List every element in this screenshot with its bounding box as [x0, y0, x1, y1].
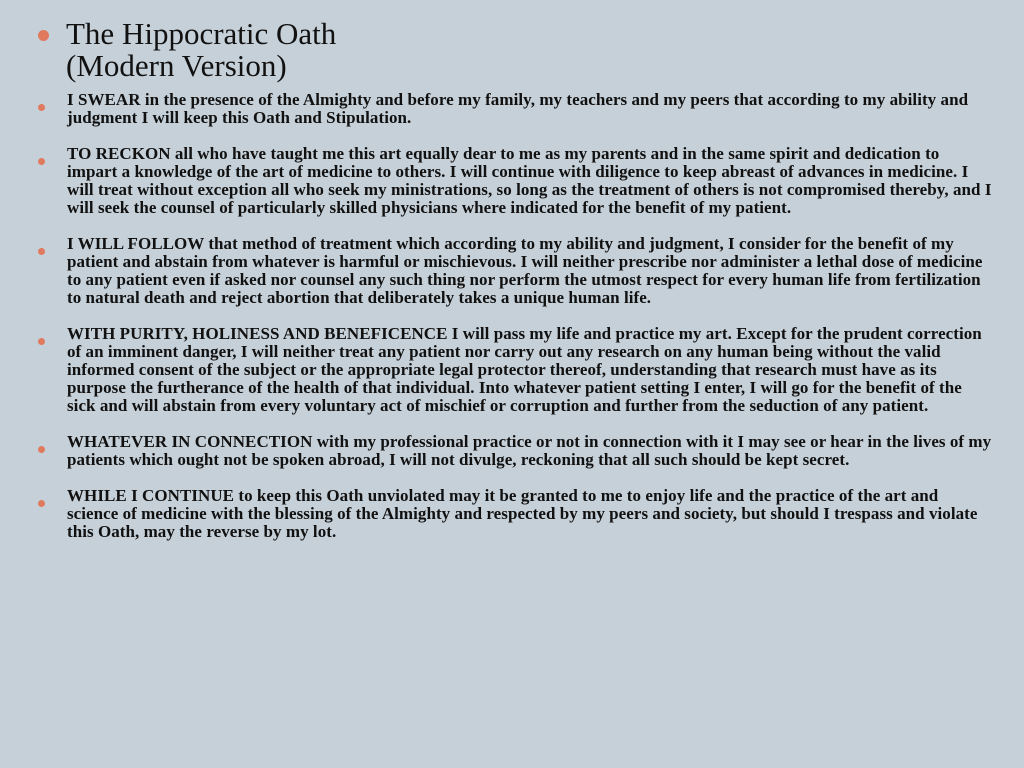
- title-block: [38, 18, 998, 82]
- slide-title: [66, 18, 336, 82]
- list-item: [38, 145, 993, 217]
- bullet-dot-icon: [38, 338, 45, 345]
- list-item-text: WHILE I CONTINUE to keep this Oath unviolated may it be granted to me to enjoy life and the practice of the art and science of medicine with the blessing of the Almighty and respected by my peers and society, but should I trespass and violate this Oath, may the reverse by my lot.: [67, 486, 978, 541]
- bullet-icon: [38, 91, 67, 116]
- oath-list: [38, 91, 993, 559]
- list-item-text: WHATEVER IN CONNECTION with my professional practice or not in connection with it I may see or hear in the lives of my patients which ought not be spoken abroad, I will not divulge, reckoning that all such should be kept secret.: [67, 432, 992, 469]
- bullet-dot-icon: [38, 446, 45, 453]
- list-item: [38, 325, 993, 415]
- list-item-text: TO RECKON all who have taught me this art equally dear to me as my parents and in the same spirit and dedication to impart a knowledge of the art of medicine to others. I will continue with diligence to keep abreast of advances in medicine. I will treat without exception all who seek my ministrations, so long as the treatment of others is not compromised thereby, and I will seek the counsel of particularly skilled physicians where indicated for the benefit of my patient.: [67, 144, 992, 217]
- bullet-icon: [38, 487, 67, 512]
- bullet-icon: [38, 433, 67, 458]
- list-item: [38, 235, 993, 307]
- list-item-text: WITH PURITY, HOLINESS AND BENEFICENCE I will pass my life and practice my art. Except for the prudent correction of an imminent danger, I will neither treat any patient nor carry out any research on any human being without the valid informed consent of the subject or the appropriate legal protector thereof, understanding that research must have as its purpose the furtherance of the health of that individual. Into whatever patient setting I enter, I will go for the benefit of the sick and will abstain from every voluntary act of mischief or corruption and further from the seduction of any patient.: [67, 324, 982, 415]
- bullet-dot-icon: [38, 30, 49, 41]
- slide-title-line2: (Modern Version): [66, 48, 287, 83]
- list-item-text: I SWEAR in the presence of the Almighty and before my family, my teachers and my peers that according to my ability and judgment I will keep this Oath and Stipulation.: [67, 90, 969, 127]
- bullet-icon: [38, 235, 67, 260]
- list-item: [38, 487, 993, 541]
- bullet-icon: [38, 325, 67, 350]
- list-item-text: I WILL FOLLOW that method of treatment which according to my ability and judgment, I consider for the benefit of my patient and abstain from whatever is harmful or mischievous. I will neither prescribe nor administer a lethal dose of medicine to any patient even if asked nor counsel any such thing nor perform the utmost respect for every human life from fertilization to natural death and reject abortion that deliberately takes a unique human life.: [67, 234, 983, 307]
- slide-title-line1: The Hippocratic Oath: [66, 16, 337, 51]
- bullet-dot-icon: [38, 500, 45, 507]
- bullet-dot-icon: [38, 158, 45, 165]
- list-item: [38, 91, 993, 127]
- bullet-dot-icon: [38, 104, 45, 111]
- list-item: [38, 433, 993, 469]
- title-bullet-icon: [38, 18, 66, 41]
- bullet-icon: [38, 145, 67, 170]
- bullet-dot-icon: [38, 248, 45, 255]
